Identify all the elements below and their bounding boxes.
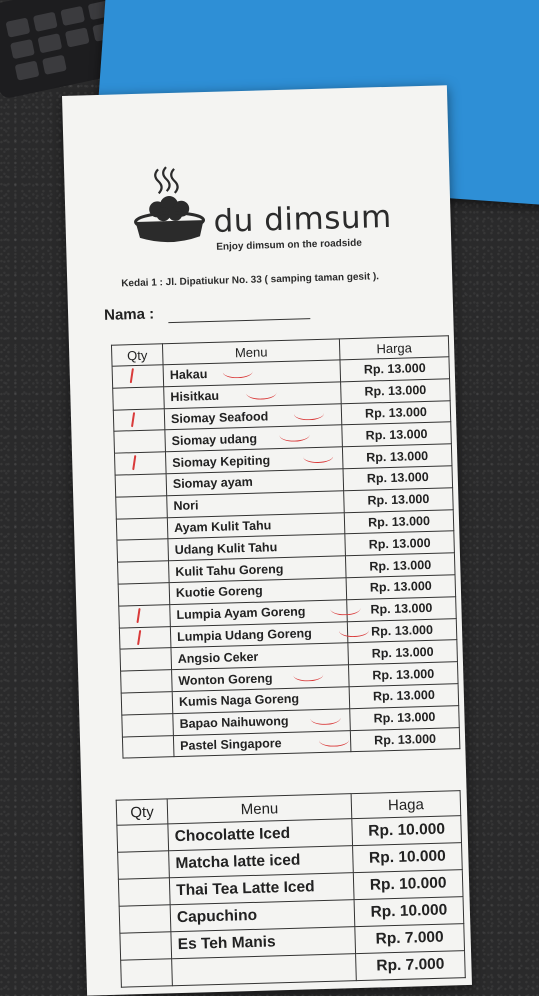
pen-tally-mark — [136, 608, 140, 623]
price-cell: Rp. 13.000 — [343, 466, 453, 491]
brand-tagline: Enjoy dimsum on the roadside — [216, 237, 362, 253]
qty-cell[interactable] — [119, 905, 171, 933]
price-cell: Rp. 13.000 — [341, 379, 451, 404]
qty-cell[interactable] — [122, 735, 174, 758]
menu-item-name: Ayam Kulit Tahu — [173, 518, 272, 536]
qty-cell[interactable] — [121, 670, 173, 693]
menu-item-name: Siomay ayam — [172, 475, 253, 492]
qty-cell[interactable] — [117, 539, 169, 562]
qty-cell[interactable] — [113, 408, 165, 431]
brand-name: du dimsum — [213, 198, 393, 240]
qty-cell[interactable] — [119, 604, 171, 627]
qty-cell[interactable] — [118, 878, 170, 906]
menu-item-name: Es Teh Manis — [177, 933, 276, 954]
qty-header: Qty — [111, 344, 163, 366]
menu-item-name: Lumpia Udang Goreng — [176, 626, 313, 644]
price-cell: Rp. 13.000 — [348, 662, 458, 687]
price-cell: Rp. 10.000 — [353, 870, 463, 900]
pen-tally-mark — [130, 368, 134, 383]
price-cell: Rp. 13.000 — [342, 422, 452, 447]
qty-cell[interactable] — [118, 583, 170, 606]
drinks-menu-table — [116, 790, 466, 988]
menu-item-name: Udang Kulit Tahu — [174, 539, 278, 557]
menu-item-name: Chocolatte Iced — [174, 824, 291, 846]
price-cell: Rp. 13.000 — [350, 705, 460, 730]
price-cell: Rp. 13.000 — [340, 357, 450, 382]
menu-header: Menu — [162, 339, 340, 365]
qty-cell[interactable] — [116, 496, 168, 519]
steamer-basket-icon — [128, 164, 206, 248]
price-cell: Rp. 7.000 — [356, 951, 466, 981]
pen-check-mark — [294, 406, 324, 420]
menu-item-name: Siomay Seafood — [170, 409, 269, 427]
pen-check-mark — [293, 668, 323, 682]
menu-item-name: Angsio Ceker — [177, 649, 259, 666]
price-cell: Rp. 13.000 — [346, 575, 456, 600]
qty-cell[interactable] — [122, 713, 174, 736]
menu-item-name: Siomay Kepiting — [172, 452, 271, 470]
qty-cell[interactable] — [115, 474, 167, 497]
menu-item-name: Capuchino — [176, 906, 258, 927]
menu-item-name: Kulit Tahu Goreng — [175, 561, 284, 579]
store-address: Kedai 1 : Jl. Dipatiukur No. 33 ( samping taman gesit ). — [121, 271, 380, 290]
name-fill-line[interactable] — [168, 318, 310, 323]
qty-cell[interactable] — [113, 387, 165, 410]
menu-item-name: Kumis Naga Goreng — [178, 691, 300, 710]
price-cell: Rp. 13.000 — [347, 596, 457, 621]
price-cell: Rp. 13.000 — [349, 684, 459, 709]
price-cell: Rp. 7.000 — [355, 924, 465, 954]
price-cell: Rp. 13.000 — [342, 444, 452, 469]
price-cell: Rp. 10.000 — [352, 816, 462, 846]
menu-item-name: Thai Tea Latte Iced — [175, 878, 315, 900]
price-cell: Rp. 13.000 — [344, 509, 454, 534]
price-cell: Rp. 13.000 — [341, 400, 451, 425]
menu-item-name: Kuotie Goreng — [175, 583, 263, 601]
pen-tally-mark — [137, 630, 141, 645]
name-label: Nama : — [103, 305, 155, 324]
price-cell: Rp. 13.000 — [347, 618, 457, 643]
menu-item-name: Matcha latte iced — [175, 851, 301, 873]
price-cell: Rp. 10.000 — [354, 897, 464, 927]
qty-cell[interactable] — [120, 648, 172, 671]
qty-cell[interactable] — [118, 851, 170, 879]
qty-cell[interactable] — [120, 932, 172, 960]
pen-check-mark — [223, 365, 253, 379]
menu-header: Menu — [167, 794, 352, 824]
pen-check-mark — [279, 429, 309, 443]
pen-check-mark — [247, 386, 277, 400]
menu-item-name: Siomay udang — [171, 431, 258, 448]
menu-item-cell — [172, 954, 357, 986]
pen-check-mark — [319, 733, 349, 747]
qty-cell[interactable] — [121, 692, 173, 715]
qty-cell[interactable] — [119, 626, 171, 649]
price-header: Haga — [351, 791, 461, 819]
price-cell: Rp. 13.000 — [344, 488, 454, 513]
menu-item-name: Hakau — [169, 367, 208, 383]
menu-item-name: Hisitkau — [170, 388, 220, 405]
menu-item-name: Nori — [173, 498, 199, 514]
pen-tally-mark — [131, 412, 135, 427]
pen-tally-mark — [132, 455, 136, 470]
qty-cell[interactable] — [118, 561, 170, 584]
qty-cell[interactable] — [114, 452, 166, 475]
price-cell: Rp. 13.000 — [345, 553, 455, 578]
pen-check-mark — [303, 450, 333, 464]
price-header: Harga — [339, 336, 449, 360]
price-cell: Rp. 13.000 — [350, 727, 460, 752]
pen-check-mark — [310, 711, 340, 725]
qty-cell[interactable] — [114, 430, 166, 453]
menu-item-name: Wonton Goreng — [178, 670, 273, 688]
price-cell: Rp. 10.000 — [353, 843, 463, 873]
qty-cell[interactable] — [117, 824, 169, 852]
qty-cell[interactable] — [121, 959, 173, 987]
brand-logo — [128, 157, 460, 256]
price-cell: Rp. 13.000 — [348, 640, 458, 665]
price-cell: Rp. 13.000 — [345, 531, 455, 556]
menu-order-sheet — [62, 85, 472, 995]
qty-header: Qty — [116, 799, 168, 825]
menu-item-name: Lumpia Ayam Goreng — [176, 604, 306, 623]
qty-cell[interactable] — [116, 517, 168, 540]
dimsum-menu-table — [111, 335, 460, 759]
menu-item-name: Bapao Naihuwong — [179, 714, 289, 732]
menu-item-cell — [173, 730, 351, 757]
menu-item-name: Pastel Singapore — [179, 736, 282, 753]
qty-cell[interactable] — [112, 365, 164, 388]
